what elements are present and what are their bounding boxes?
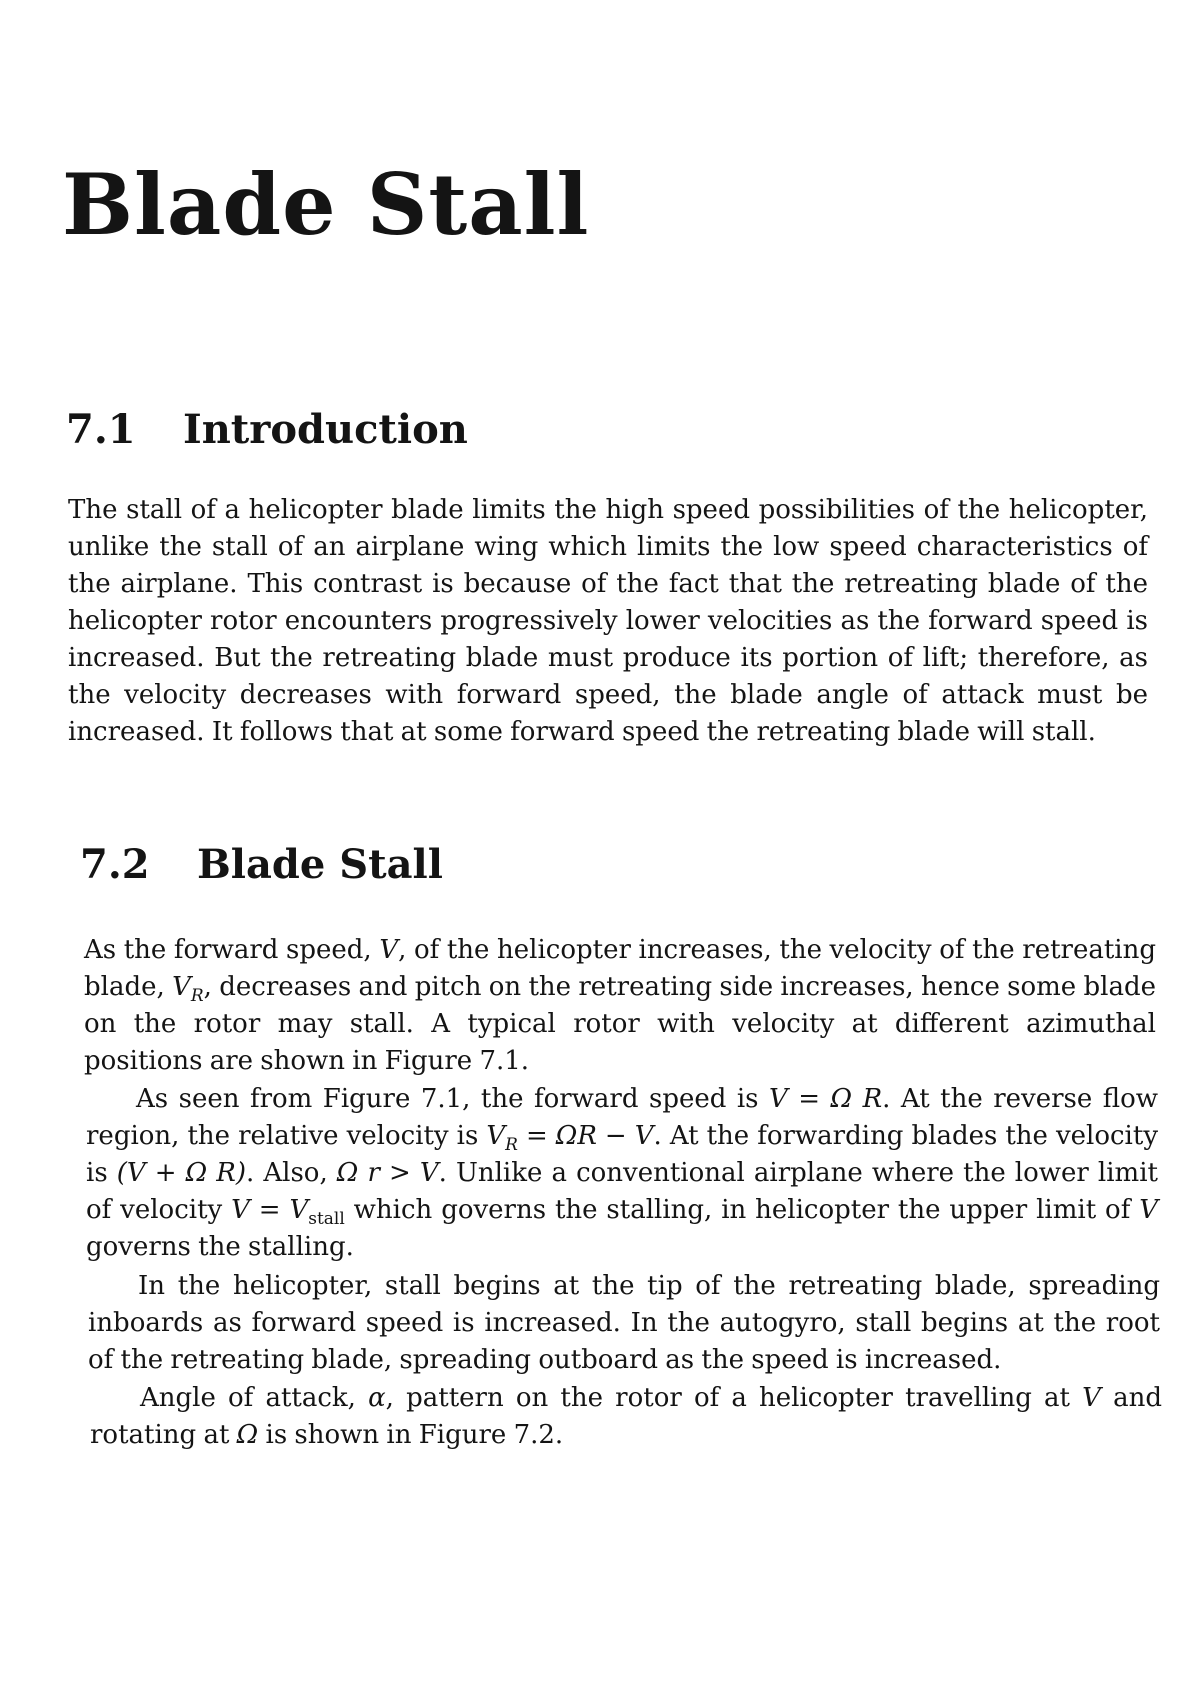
text-run: As the forward speed, [84,935,380,965]
math-expression: (V + Ω R) [116,1158,246,1188]
text-run: As seen from Figure 7.1, the forward speed is [136,1084,770,1114]
text-run: . Also, [246,1158,337,1188]
math-symbol: V [1139,1195,1158,1225]
blade-stall-paragraph-3: In the helicopter, stall begins at the tip of the retreating blade, spreading inboards as forward speed is increased. In the autogyro, stall begins at the root of the retreating blade, spreading outboard as the speed is increased. [88,1271,1160,1375]
text-run: Angle of attack, [140,1383,369,1413]
math-symbol: Ω [236,1420,259,1450]
section-number: 7.2 [80,841,150,888]
section-title: Introduction [183,406,468,453]
text-run: , of the helicopter increases, the velocity of the retreating blade, [84,935,1157,1002]
math-expression: V = Ω R [769,1084,883,1114]
text-run: , decreases and pitch on the retreating side increases, hence some blade on the rotor may stall. A typical rotor with velocity at different azimuthal positions are shown in Figure 7.1. [84,972,1156,1076]
section-number: 7.1 [66,406,136,453]
text-run: which governs the stalling, in helicopter the upper limit of [344,1195,1140,1225]
text-run: . At the reverse flow region, the relative velocity is [86,1084,1158,1151]
chapter-title: Blade Stall [62,155,590,254]
math-symbol: α [368,1383,386,1413]
math-symbol: V [486,1121,506,1151]
math-subscript: R [505,1135,518,1156]
blade-stall-paragraph-4 [90,1380,1162,1454]
text-run: is shown in Figure 7.2. [258,1420,564,1450]
text-run: . Unlike a conventional airplane where the lower limit of velocity [86,1158,1158,1225]
math-subscript: R [190,986,204,1007]
math-symbol: V [172,972,191,1002]
blade-stall-paragraph-2 [86,1081,1158,1266]
introduction-paragraph: The stall of a helicopter blade limits the high speed possibilities of the helicopter, unlike the stall of an airplane wing which limits the low speed characteristics of the airplane. This contrast is because of the fact that the retreating blade of the helicopter rotor encounters progressively lower velocities as the forward speed is increased. But the retreating blade must produce its portion of lift; therefore, as the velocity decreases with forward speed, the blade angle of attack must be increased. It follows that at some forward speed the retreating blade will stall. [68,495,1148,747]
section-heading-blade-stall [80,841,443,888]
math-expression: Ω r > V [336,1158,439,1188]
text-run: . At the forwarding blades the velocity is [86,1121,1159,1188]
math-symbol: V [379,935,399,965]
blade-stall-paragraph-1 [84,932,1156,1080]
math-symbol: V [1082,1383,1101,1413]
text-run: , pattern on the rotor of a helicopter travelling at [385,1383,1083,1413]
section-heading-introduction [66,406,468,453]
math-subscript: stall [308,1209,345,1230]
text-run: governs the stalling. [86,1232,354,1262]
text-run: and rotating at [90,1383,1162,1450]
section-title: Blade Stall [197,841,443,888]
math-expression: = ΩR − V [517,1121,654,1151]
math-expression: V = V [231,1195,309,1225]
